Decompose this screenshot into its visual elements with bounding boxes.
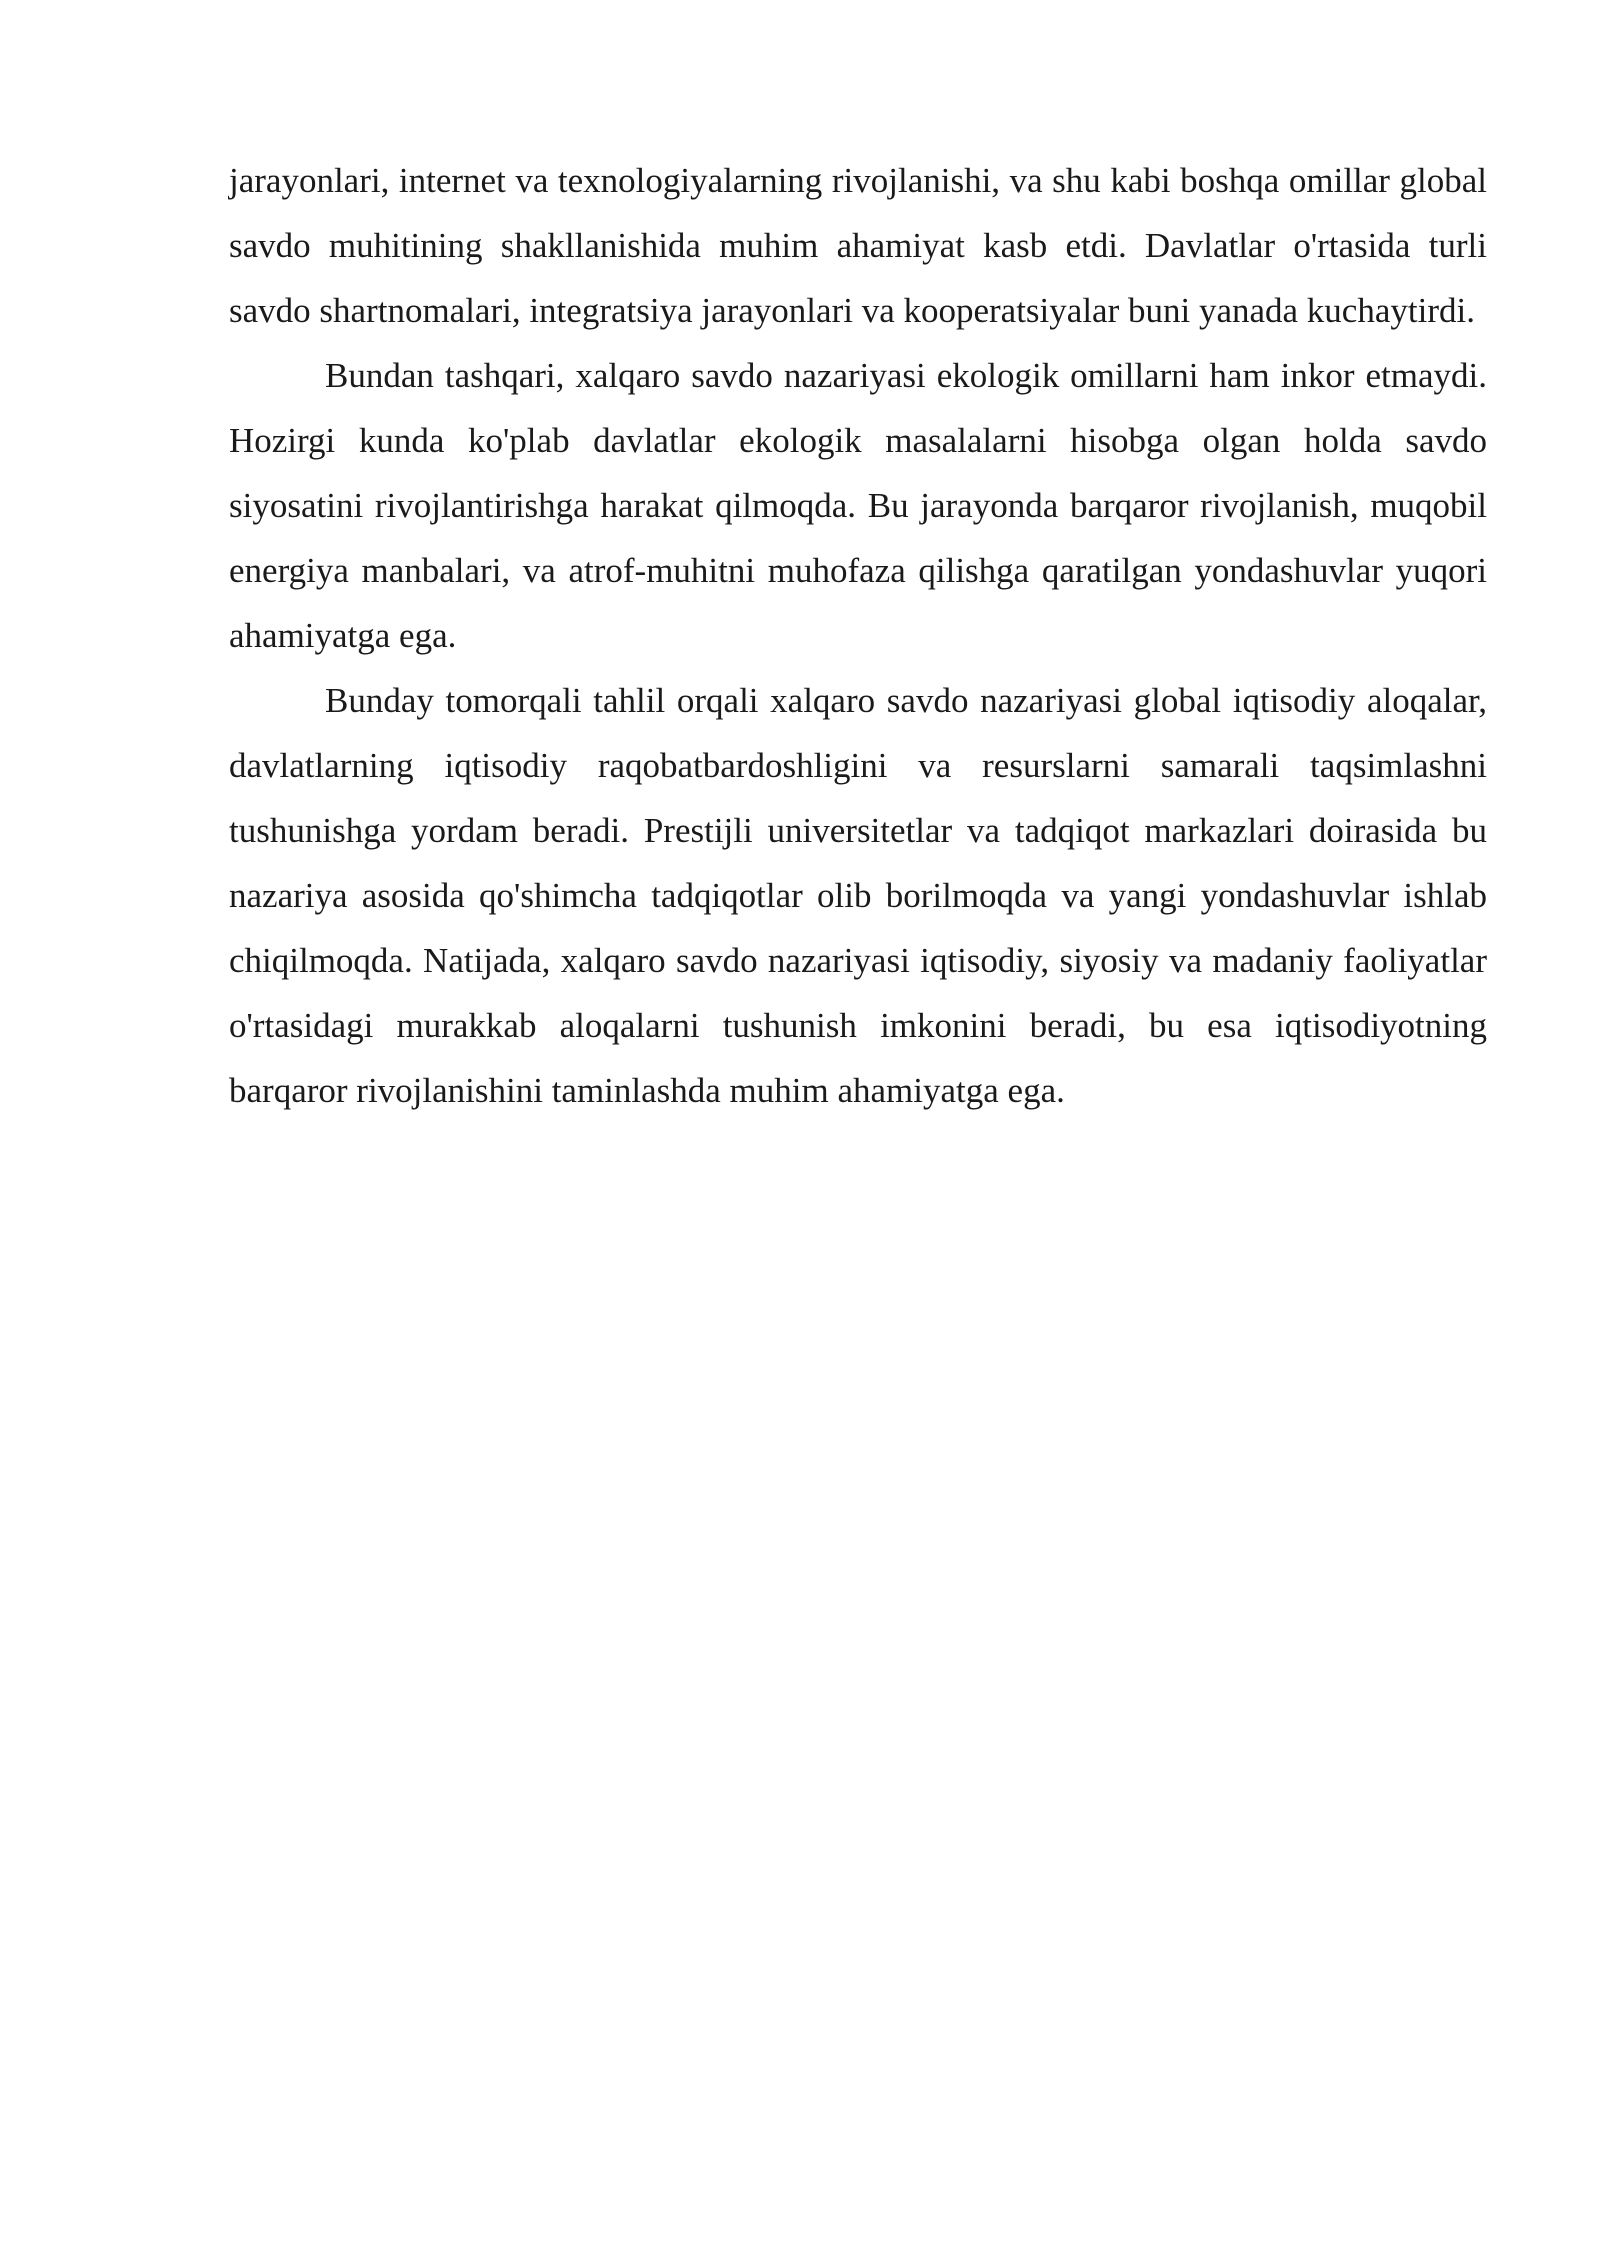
document-body (229, 148, 1487, 1123)
paragraph-continuation: jarayonlari, internet va texnologiyalarning rivojlanishi, va shu kabi boshqa omillar global savdo muhitining shakllanishida muhim ahamiyat kasb etdi. Davlatlar o'rtasida turli savdo shartnomalari, integratsiya jarayonlari va kooperatsiyalar buni yanada kuchaytirdi. (229, 161, 1487, 330)
paragraph-conclusion: Bunday tomorqali tahlil orqali xalqaro savdo nazariyasi global iqtisodiy aloqalar, davlatlarning iqtisodiy raqobatbardoshligini va resurslarni samarali taqsimlashni tushunishga yordam beradi. Prestijli universitetlar va tadqiqot markazlari doirasida bu nazariya asosida qo'shimcha tadqiqotlar olib borilmoqda va yangi yondashuvlar ishlab chiqilmoqda. Natijada, xalqaro savdo nazariyasi iqtisodiy, siyosiy va madaniy faoliyatlar o'rtasidagi murakkab aloqalarni tushunish imkonini beradi, bu esa iqtisodiyotning barqaror rivojlanishini taminlashda muhim ahamiyatga ega. (229, 681, 1487, 1110)
paragraph-ecological-factors: Bundan tashqari, xalqaro savdo nazariyasi ekologik omillarni ham inkor etmaydi. Hozirgi kunda ko'plab davlatlar ekologik masalalarni hisobga olgan holda savdo siyosatini rivojlantirishga harakat qilmoqda. Bu jarayonda barqaror rivojlanish, muqobil energiya manbalari, va atrof-muhitni muhofaza qilishga qaratilgan yondashuvlar yuqori ahamiyatga ega. (229, 356, 1487, 655)
